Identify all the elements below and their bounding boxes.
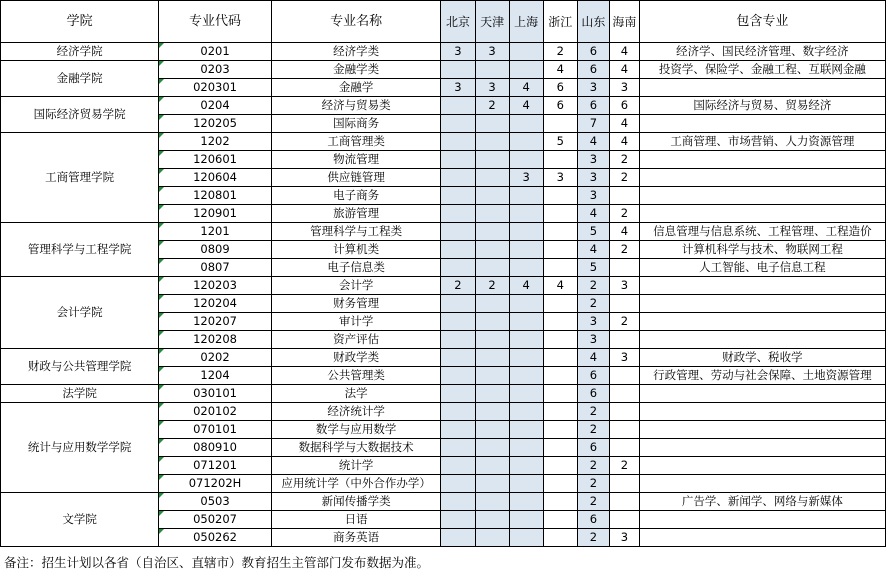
quota-cell: [543, 223, 577, 241]
quota-cell: 4: [577, 241, 609, 259]
quota-cell: [441, 151, 475, 169]
included-majors-cell: [639, 79, 885, 97]
major-code-cell: 1201: [159, 223, 272, 241]
quota-cell: 2: [577, 277, 609, 295]
quota-cell: 6: [577, 43, 609, 61]
quota-cell: [609, 439, 639, 457]
major-name-cell: 数学与应用数学: [271, 421, 441, 439]
quota-cell: [543, 367, 577, 385]
quota-cell: [543, 529, 577, 547]
header-province: 浙江: [543, 1, 577, 43]
major-code-cell: 0809: [159, 241, 272, 259]
quota-cell: 6: [577, 97, 609, 115]
table-row: [1, 403, 886, 421]
quota-cell: [509, 241, 543, 259]
quota-cell: 3: [475, 79, 509, 97]
included-majors-cell: [639, 385, 885, 403]
major-code-cell: 080910: [159, 439, 272, 457]
major-name-cell: 财政学类: [271, 349, 441, 367]
quota-cell: 2: [609, 205, 639, 223]
quota-cell: 3: [441, 43, 475, 61]
header-college: 学院: [1, 1, 159, 43]
major-name-cell: 资产评估: [271, 331, 441, 349]
quota-cell: 3: [577, 187, 609, 205]
college-cell: 财政与公共管理学院: [1, 349, 159, 385]
included-majors-cell: 工商管理、市场营销、人力资源管理: [639, 133, 885, 151]
quota-cell: [609, 295, 639, 313]
quota-cell: [543, 151, 577, 169]
included-majors-cell: [639, 529, 885, 547]
quota-cell: 4: [609, 61, 639, 79]
included-majors-cell: [639, 205, 885, 223]
quota-cell: 3: [609, 277, 639, 295]
quota-cell: [441, 97, 475, 115]
quota-cell: 5: [543, 133, 577, 151]
quota-cell: [441, 403, 475, 421]
major-name-cell: 电子商务: [271, 187, 441, 205]
header-included: 包含专业: [639, 1, 885, 43]
included-majors-cell: 计算机科学与技术、物联网工程: [639, 241, 885, 259]
included-majors-cell: 投资学、保险学、金融工程、互联网金融: [639, 61, 885, 79]
header-province: 海南: [609, 1, 639, 43]
quota-cell: [609, 331, 639, 349]
quota-cell: [475, 385, 509, 403]
major-code-cell: 0203: [159, 61, 272, 79]
quota-cell: 2: [475, 97, 509, 115]
quota-cell: 2: [609, 241, 639, 259]
quota-cell: 7: [577, 115, 609, 133]
quota-cell: 6: [577, 385, 609, 403]
quota-cell: 2: [543, 43, 577, 61]
header-province: 北京: [441, 1, 475, 43]
college-cell: 工商管理学院: [1, 133, 159, 223]
quota-cell: [609, 493, 639, 511]
college-cell: 管理科学与工程学院: [1, 223, 159, 277]
table-row: [1, 277, 886, 295]
quota-cell: [609, 403, 639, 421]
quota-cell: 6: [543, 97, 577, 115]
quota-cell: [475, 367, 509, 385]
included-majors-cell: 广告学、新闻学、网络与新媒体: [639, 493, 885, 511]
quota-cell: [441, 295, 475, 313]
quota-cell: [609, 511, 639, 529]
quota-cell: [441, 313, 475, 331]
major-code-cell: 120801: [159, 187, 272, 205]
college-cell: 统计与应用数学学院: [1, 403, 159, 493]
quota-cell: [475, 349, 509, 367]
quota-cell: [509, 403, 543, 421]
quota-cell: [441, 439, 475, 457]
included-majors-cell: 经济学、国民经济管理、数字经济: [639, 43, 885, 61]
included-majors-cell: [639, 439, 885, 457]
quota-cell: 6: [577, 511, 609, 529]
included-majors-cell: [639, 169, 885, 187]
quota-cell: [543, 205, 577, 223]
quota-cell: [475, 151, 509, 169]
quota-cell: [475, 475, 509, 493]
quota-cell: [509, 205, 543, 223]
quota-cell: [543, 313, 577, 331]
major-name-cell: 公共管理类: [271, 367, 441, 385]
quota-cell: [509, 493, 543, 511]
quota-cell: [509, 385, 543, 403]
college-cell: 会计学院: [1, 277, 159, 349]
quota-cell: [609, 187, 639, 205]
included-majors-cell: [639, 457, 885, 475]
quota-cell: 2: [577, 421, 609, 439]
quota-cell: 4: [509, 79, 543, 97]
major-code-cell: 120601: [159, 151, 272, 169]
quota-cell: [509, 331, 543, 349]
quota-cell: 4: [577, 133, 609, 151]
major-code-cell: 0807: [159, 259, 272, 277]
quota-cell: [543, 385, 577, 403]
quota-cell: [475, 313, 509, 331]
major-code-cell: 0503: [159, 493, 272, 511]
included-majors-cell: [639, 295, 885, 313]
quota-cell: [509, 313, 543, 331]
quota-cell: 3: [609, 529, 639, 547]
quota-cell: 4: [609, 133, 639, 151]
quota-cell: [441, 205, 475, 223]
included-majors-cell: 信息管理与信息系统、工程管理、工程造价: [639, 223, 885, 241]
quota-cell: [509, 187, 543, 205]
major-code-cell: 071202H: [159, 475, 272, 493]
quota-cell: [475, 205, 509, 223]
quota-cell: 5: [577, 223, 609, 241]
quota-cell: [509, 259, 543, 277]
major-name-cell: 经济学类: [271, 43, 441, 61]
quota-cell: 3: [577, 331, 609, 349]
quota-cell: 4: [509, 277, 543, 295]
included-majors-cell: [639, 277, 885, 295]
quota-cell: 2: [609, 457, 639, 475]
quota-cell: 3: [441, 79, 475, 97]
quota-cell: [509, 367, 543, 385]
major-name-cell: 物流管理: [271, 151, 441, 169]
quota-cell: [441, 223, 475, 241]
major-code-cell: 120208: [159, 331, 272, 349]
quota-cell: 2: [609, 313, 639, 331]
quota-cell: 2: [609, 151, 639, 169]
major-name-cell: 管理科学与工程类: [271, 223, 441, 241]
quota-cell: 2: [577, 403, 609, 421]
quota-cell: [609, 385, 639, 403]
included-majors-cell: [639, 115, 885, 133]
quota-cell: [543, 115, 577, 133]
header-province: 天津: [475, 1, 509, 43]
major-name-cell: 应用统计学（中外合作办学）: [271, 475, 441, 493]
quota-cell: [543, 241, 577, 259]
major-code-cell: 0201: [159, 43, 272, 61]
quota-cell: [441, 331, 475, 349]
quota-cell: [475, 241, 509, 259]
major-code-cell: 1204: [159, 367, 272, 385]
quota-cell: [475, 259, 509, 277]
included-majors-cell: 行政管理、劳动与社会保障、土地资源管理: [639, 367, 885, 385]
quota-cell: 3: [543, 169, 577, 187]
table-row: [1, 349, 886, 367]
college-cell: 金融学院: [1, 61, 159, 97]
quota-cell: 6: [577, 61, 609, 79]
quota-cell: [609, 421, 639, 439]
quota-cell: 2: [577, 493, 609, 511]
quota-cell: [509, 349, 543, 367]
table-body: [1, 43, 886, 547]
major-code-cell: 020301: [159, 79, 272, 97]
college-cell: 经济学院: [1, 43, 159, 61]
quota-cell: 4: [543, 61, 577, 79]
quota-cell: [509, 511, 543, 529]
included-majors-cell: [639, 421, 885, 439]
included-majors-cell: 财政学、税收学: [639, 349, 885, 367]
quota-cell: 3: [609, 349, 639, 367]
table-row: [1, 493, 886, 511]
included-majors-cell: [639, 511, 885, 529]
quota-cell: 2: [441, 277, 475, 295]
quota-cell: [475, 187, 509, 205]
header-province: 山东: [577, 1, 609, 43]
quota-cell: [475, 223, 509, 241]
quota-cell: [441, 367, 475, 385]
quota-cell: [441, 133, 475, 151]
quota-cell: [509, 475, 543, 493]
quota-cell: 6: [609, 97, 639, 115]
quota-cell: [509, 61, 543, 79]
quota-cell: [441, 529, 475, 547]
quota-cell: [543, 493, 577, 511]
footnote: 备注：招生计划以各省（自治区、直辖市）教育招生主管部门发布数据为准。: [4, 555, 430, 570]
quota-cell: 2: [577, 529, 609, 547]
quota-cell: 6: [543, 79, 577, 97]
quota-cell: 2: [577, 475, 609, 493]
quota-cell: [609, 259, 639, 277]
header-name: 专业名称: [271, 1, 441, 43]
major-name-cell: 国际商务: [271, 115, 441, 133]
table-row: [1, 223, 886, 241]
quota-cell: 2: [577, 457, 609, 475]
quota-cell: [543, 331, 577, 349]
major-code-cell: 120204: [159, 295, 272, 313]
quota-cell: [543, 187, 577, 205]
quota-cell: [441, 115, 475, 133]
college-cell: 法学院: [1, 385, 159, 403]
quota-cell: [543, 421, 577, 439]
major-name-cell: 供应链管理: [271, 169, 441, 187]
major-name-cell: 电子信息类: [271, 259, 441, 277]
major-code-cell: 050262: [159, 529, 272, 547]
quota-cell: [475, 115, 509, 133]
quota-cell: 4: [577, 205, 609, 223]
major-name-cell: 商务英语: [271, 529, 441, 547]
quota-cell: [441, 385, 475, 403]
included-majors-cell: 国际经济与贸易、贸易经济: [639, 97, 885, 115]
major-name-cell: 工商管理类: [271, 133, 441, 151]
major-code-cell: 120901: [159, 205, 272, 223]
major-name-cell: 法学: [271, 385, 441, 403]
quota-cell: [543, 259, 577, 277]
header-row: [1, 1, 886, 43]
table-row: [1, 97, 886, 115]
major-name-cell: 计算机类: [271, 241, 441, 259]
quota-cell: [441, 457, 475, 475]
major-name-cell: 旅游管理: [271, 205, 441, 223]
quota-cell: [441, 169, 475, 187]
table-row: [1, 385, 886, 403]
quota-cell: 3: [509, 169, 543, 187]
quota-cell: [509, 421, 543, 439]
quota-cell: [509, 151, 543, 169]
quota-cell: [475, 529, 509, 547]
quota-cell: 5: [577, 259, 609, 277]
major-name-cell: 日语: [271, 511, 441, 529]
major-code-cell: 070101: [159, 421, 272, 439]
quota-cell: [441, 61, 475, 79]
quota-cell: [441, 241, 475, 259]
included-majors-cell: [639, 331, 885, 349]
quota-cell: 4: [609, 43, 639, 61]
college-cell: 国际经济贸易学院: [1, 97, 159, 133]
quota-cell: [543, 511, 577, 529]
quota-cell: 3: [577, 313, 609, 331]
quota-cell: 3: [577, 169, 609, 187]
included-majors-cell: 人工智能、电子信息工程: [639, 259, 885, 277]
quota-cell: [475, 439, 509, 457]
quota-cell: [475, 457, 509, 475]
major-name-cell: 经济与贸易类: [271, 97, 441, 115]
quota-cell: 2: [577, 295, 609, 313]
quota-cell: 2: [609, 169, 639, 187]
quota-cell: [441, 349, 475, 367]
quota-cell: [475, 511, 509, 529]
quota-cell: [475, 403, 509, 421]
college-cell: 文学院: [1, 493, 159, 547]
quota-cell: [441, 421, 475, 439]
major-name-cell: 数据科学与大数据技术: [271, 439, 441, 457]
included-majors-cell: [639, 313, 885, 331]
quota-cell: [441, 187, 475, 205]
quota-cell: 2: [475, 277, 509, 295]
major-code-cell: 0204: [159, 97, 272, 115]
quota-cell: [609, 367, 639, 385]
quota-cell: 4: [543, 277, 577, 295]
major-name-cell: 会计学: [271, 277, 441, 295]
major-name-cell: 财务管理: [271, 295, 441, 313]
included-majors-cell: [639, 151, 885, 169]
quota-cell: 3: [577, 151, 609, 169]
quota-cell: 6: [577, 439, 609, 457]
quota-cell: [475, 421, 509, 439]
major-code-cell: 050207: [159, 511, 272, 529]
major-code-cell: 1202: [159, 133, 272, 151]
quota-cell: [475, 493, 509, 511]
included-majors-cell: [639, 475, 885, 493]
quota-cell: [475, 61, 509, 79]
quota-cell: [543, 457, 577, 475]
quota-cell: 4: [509, 97, 543, 115]
included-majors-cell: [639, 403, 885, 421]
included-majors-cell: [639, 187, 885, 205]
major-code-cell: 120205: [159, 115, 272, 133]
quota-cell: 3: [577, 79, 609, 97]
quota-cell: [441, 511, 475, 529]
quota-cell: 4: [609, 115, 639, 133]
quota-cell: [441, 259, 475, 277]
major-name-cell: 金融学: [271, 79, 441, 97]
quota-cell: 4: [577, 349, 609, 367]
quota-cell: [509, 223, 543, 241]
quota-cell: [509, 439, 543, 457]
quota-cell: [543, 475, 577, 493]
quota-cell: [475, 295, 509, 313]
quota-cell: [543, 439, 577, 457]
quota-cell: 6: [577, 367, 609, 385]
quota-cell: [441, 475, 475, 493]
quota-cell: [441, 493, 475, 511]
major-code-cell: 120604: [159, 169, 272, 187]
quota-cell: [509, 43, 543, 61]
major-name-cell: 统计学: [271, 457, 441, 475]
quota-cell: 4: [609, 223, 639, 241]
quota-cell: [475, 133, 509, 151]
quota-cell: [509, 133, 543, 151]
quota-cell: [509, 529, 543, 547]
quota-cell: [543, 295, 577, 313]
quota-cell: [475, 169, 509, 187]
major-code-cell: 071201: [159, 457, 272, 475]
quota-cell: [475, 331, 509, 349]
major-code-cell: 020102: [159, 403, 272, 421]
header-province: 上海: [509, 1, 543, 43]
major-name-cell: 新闻传播学类: [271, 493, 441, 511]
major-code-cell: 120207: [159, 313, 272, 331]
quota-cell: [509, 457, 543, 475]
quota-cell: 3: [475, 43, 509, 61]
table-row: [1, 133, 886, 151]
major-code-cell: 030101: [159, 385, 272, 403]
major-name-cell: 金融学类: [271, 61, 441, 79]
quota-cell: [609, 475, 639, 493]
major-code-cell: 0202: [159, 349, 272, 367]
quota-cell: [543, 349, 577, 367]
major-code-cell: 120203: [159, 277, 272, 295]
major-name-cell: 审计学: [271, 313, 441, 331]
table-row: [1, 43, 886, 61]
quota-cell: [543, 403, 577, 421]
table-row: [1, 61, 886, 79]
quota-cell: [509, 295, 543, 313]
quota-cell: [509, 115, 543, 133]
quota-cell: 3: [609, 79, 639, 97]
header-code: 专业代码: [159, 1, 272, 43]
major-name-cell: 经济统计学: [271, 403, 441, 421]
